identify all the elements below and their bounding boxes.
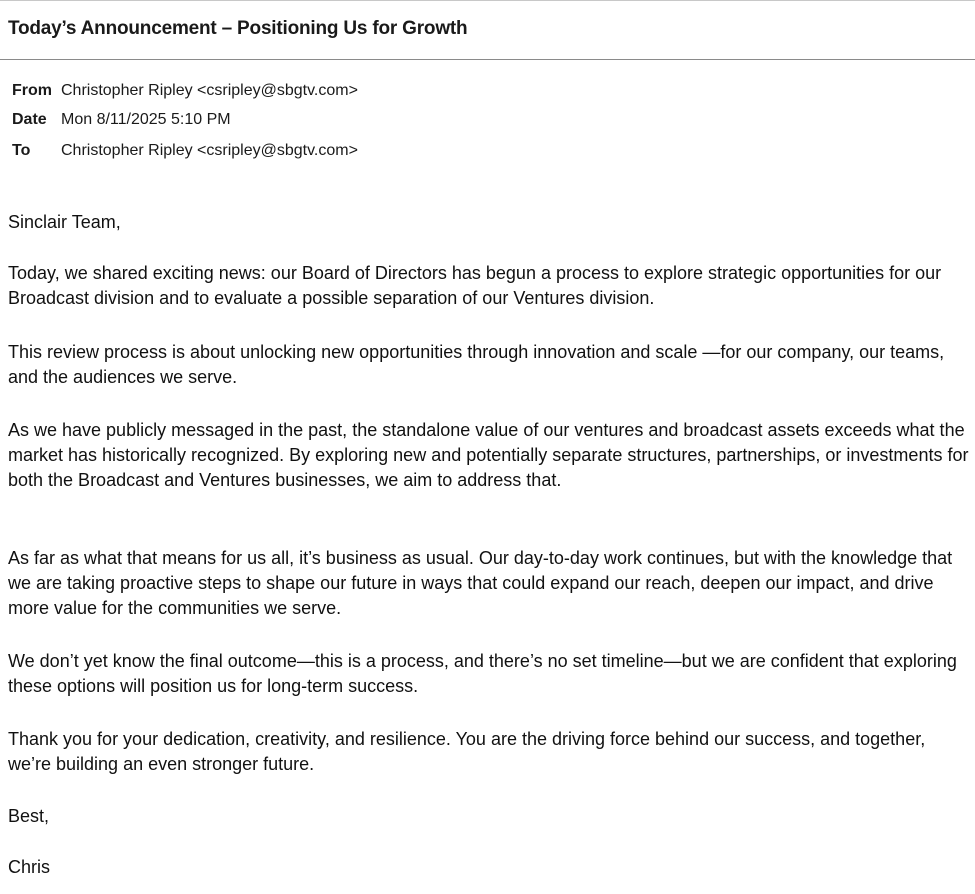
body-paragraph-4: As far as what that means for us all, it’s business as usual. Our day-to-day work continues, but with the knowledge that we are taking proactive steps to shape our future in ways that could expand our reach, deepen our impact, and drive more value for the communities we serve. xyxy=(8,548,953,618)
body-paragraph-2: This review process is about unlocking new opportunities through innovation and scale —for our company, our teams, and the audiences we serve. xyxy=(8,342,945,387)
to-row xyxy=(12,142,358,160)
email-greeting: Sinclair Team, xyxy=(8,212,121,232)
date-label: Date xyxy=(12,111,47,128)
body-paragraph-6: Thank you for your dedication, creativity, and resilience. You are the driving force behind our success, and together, we’re building an even stronger future. xyxy=(8,729,926,774)
from-row xyxy=(12,82,358,100)
top-divider xyxy=(0,0,975,1)
sent-date: Mon 8/11/2025 5:10 PM xyxy=(61,111,231,128)
email-closing: Best, xyxy=(8,806,50,826)
to-recipient[interactable]: Christopher Ripley <csripley@sbgtv.com> xyxy=(61,142,358,159)
to-label: To xyxy=(12,142,31,159)
date-row xyxy=(12,111,231,129)
body-paragraph-1: Today, we shared exciting news: our Board of Directors has begun a process to explore strategic opportunities for our Broadcast division and to evaluate a possible separation of our Ventures division. xyxy=(8,263,942,308)
from-label: From xyxy=(12,82,52,99)
body-paragraph-5: We don’t yet know the final outcome—this is a process, and there’s no set timeline—but we are confident that exploring these options will position us for long-term success. xyxy=(8,651,957,696)
from-sender[interactable]: Christopher Ripley <csripley@sbgtv.com> xyxy=(61,82,358,99)
subject-divider xyxy=(0,59,975,60)
email-signature: Chris xyxy=(8,857,51,877)
body-paragraph-3: As we have publicly messaged in the past, the standalone value of our ventures and broadcast assets exceeds what the market has historically recognized. By exploring new and potentially separate structures, partnerships, or investments for both the Broadcast and Ventures businesses, we aim to address that. xyxy=(8,420,969,490)
email-subject: Today’s Announcement – Positioning Us for Growth xyxy=(8,18,468,39)
